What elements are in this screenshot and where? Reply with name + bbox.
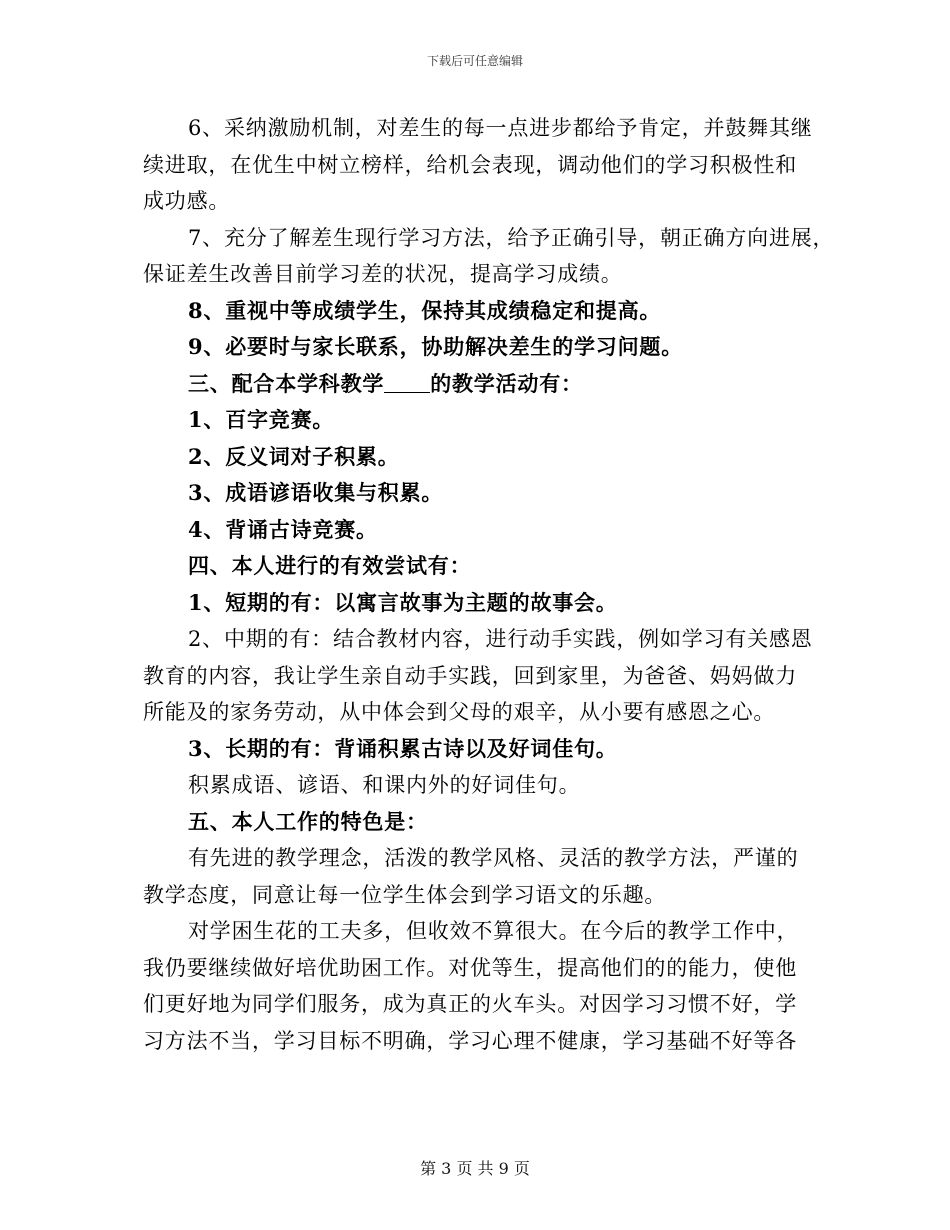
paragraph-line: 们更好地为同学们服务，成为真正的火车头。对因学习习惯不好，学 <box>143 992 797 1016</box>
section-heading: 四、本人进行的有效尝试有： <box>188 553 472 578</box>
section-heading <box>143 366 813 403</box>
section-heading: 五、本人工作的特色是： <box>188 808 428 834</box>
paragraph-line: 对学困生花的工夫多，但收效不算很大。在今后的教学工作中， <box>188 919 799 943</box>
paragraph-line: 2、中期的有：结合教材内容，进行动手实践，例如学习有关感恩 <box>188 627 813 651</box>
paragraph-line: 成功感。 <box>143 189 231 213</box>
paragraph-line: 我仍要继续做好培优助困工作。对优等生，提高他们的的能力，使他 <box>143 955 797 980</box>
paragraph-line: 续进取，在优生中树立榜样，给机会表现，调动他们的学习积极性和 <box>143 152 797 177</box>
list-item: 3、成语谚语收集与积累。 <box>188 480 444 505</box>
paragraph-line: 6、采纳激励机制，对差生的每一点进步都给予肯定，并鼓舞其继 <box>188 116 813 140</box>
list-item: 3、长期的有：背诵积累古诗以及好词佳句。 <box>188 735 618 761</box>
paragraph-line: 习方法不当，学习目标不明确，学习心理不健康，学习基础不好等各 <box>143 1028 797 1053</box>
paragraph-line: 教学态度，同意让每一位学生体会到学习语文的乐趣。 <box>143 882 667 907</box>
fill-blank <box>384 370 430 393</box>
paragraph-line: 所能及的家务劳动，从中体会到父母的艰辛，从小要有感恩之心。 <box>143 700 776 724</box>
paragraph-line: 教育的内容，我让学生亲自动手实践，回到家里，为爸爸、妈妈做力 <box>143 663 797 688</box>
page-number: 第 3 页 共 9 页 <box>420 1159 530 1178</box>
header-note: 下载后可任意编辑 <box>426 54 523 68</box>
paragraph-line: 7、充分了解差生现行学习方法，给予正确引导，朝正确方向进展， <box>188 225 835 250</box>
section-heading-text: 三、配合本学科教学 <box>188 370 385 396</box>
list-item: 4、背诵古诗竞赛。 <box>188 516 378 542</box>
paragraph-line: 9、必要时与家长联系，协助解决差生的学习问题。 <box>188 334 684 359</box>
list-item: 1、百字竞赛。 <box>188 407 335 432</box>
paragraph-line: 有先进的教学理念，活泼的教学风格、灵活的教学方法，严谨的 <box>188 846 799 870</box>
body-text <box>143 110 835 1059</box>
list-item: 2、反义词对子积累。 <box>188 443 400 469</box>
paragraph-line: 积累成语、谚语、和课内外的好词佳句。 <box>188 773 581 797</box>
list-item: 1、短期的有：以寓言故事为主题的故事会。 <box>188 589 618 615</box>
paragraph-line: 保证差生改善目前学习差的状况，提高学习成绩。 <box>143 262 623 286</box>
paragraph-line: 8、重视中等成绩学生，保持其成绩稳定和提高。 <box>188 297 662 323</box>
section-heading-text: 的教学活动有： <box>430 370 583 396</box>
